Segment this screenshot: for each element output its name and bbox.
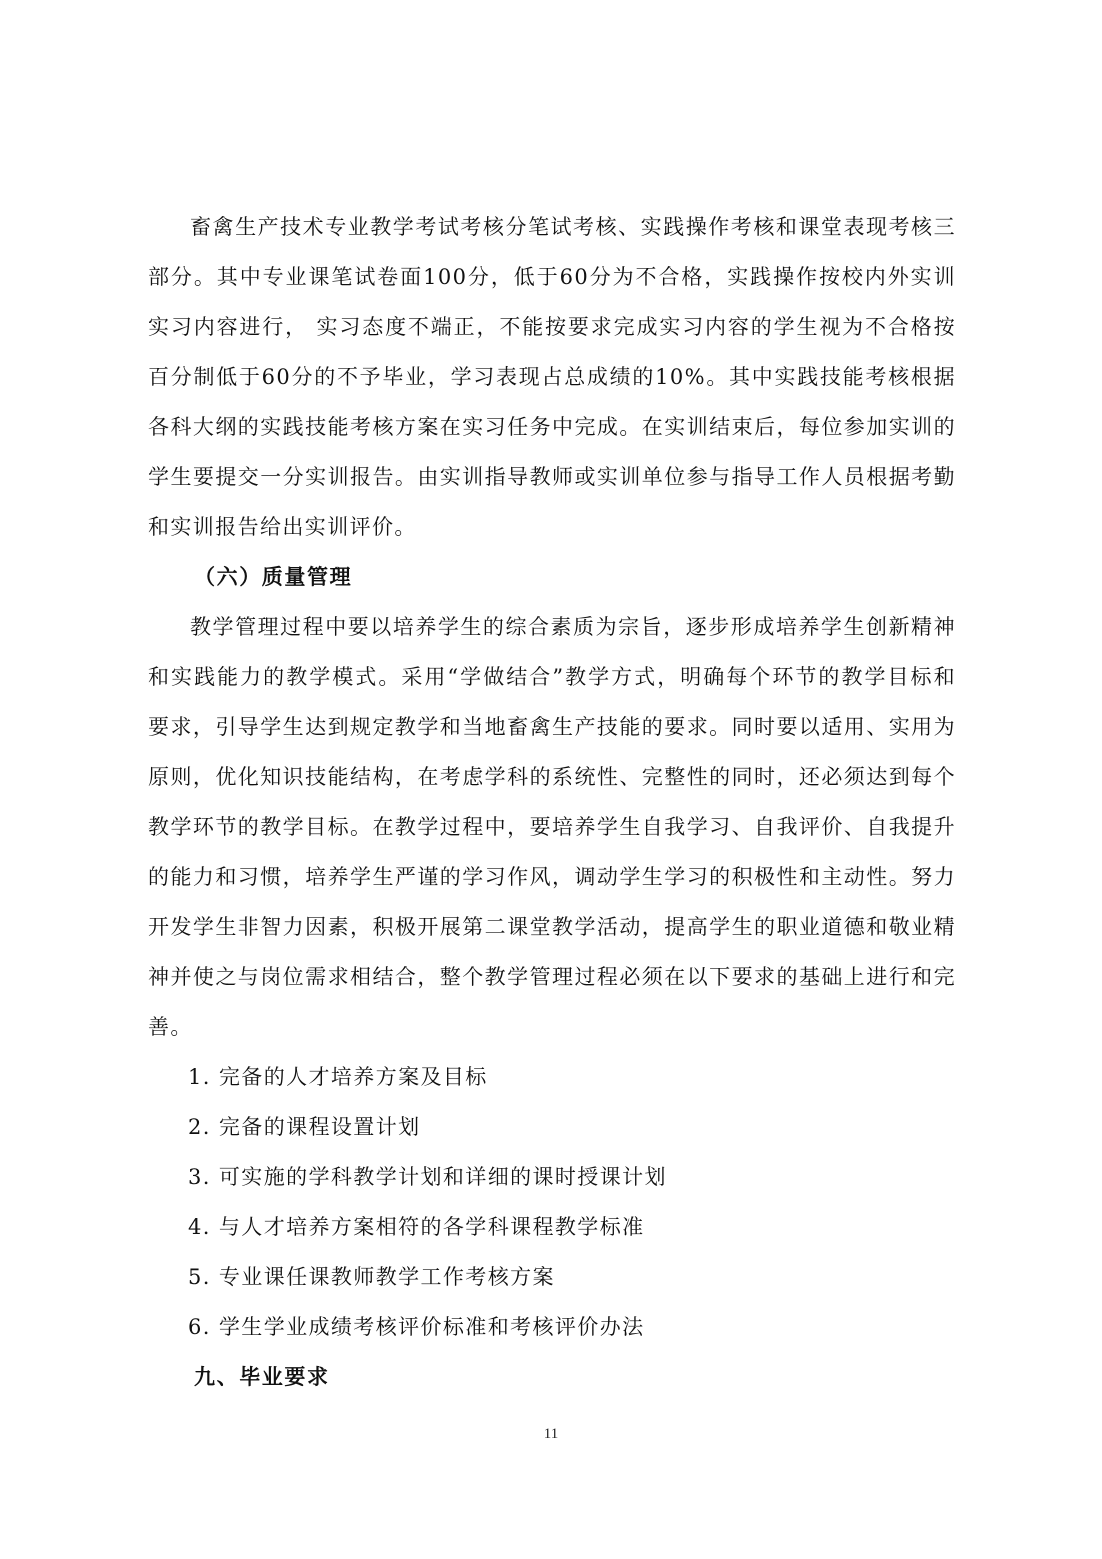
requirements-list [148, 1052, 956, 1352]
list-item: 5. 专业课任课教师教学工作考核方案 [188, 1265, 555, 1289]
list-item: 6. 学生学业成绩考核评价标准和考核评价办法 [188, 1315, 645, 1339]
exam-assessment-paragraph: 畜禽生产技术专业教学考试考核分笔试考核、实践操作考核和课堂表现考核三部分。其中专业课笔试卷面100分，低于60分为不合格，实践操作按校内外实训实习内容进行， 实习态度不端正，不能按要求完成实习内容的学生视为不合格按百分制低于60分的不予毕业，学习表现占总成绩的10%。其中实践技能考核根据各科大纲的实践技能考核方案在实习任务中完成。在实训结束后，每位参加实训的学生要提交一分实训报告。由实训指导教师或实训单位参与指导工作人员根据考勤和实训报告给出实训评价。 [148, 215, 956, 539]
list-item: 3. 可实施的学科教学计划和详细的课时授课计划 [188, 1165, 667, 1189]
list-item: 2. 完备的课程设置计划 [188, 1115, 421, 1139]
page-number: 11 [543, 1426, 559, 1442]
quality-management-heading: （六）质量管理 [194, 565, 353, 589]
document-page [148, 202, 956, 1402]
list-item: 1. 完备的人才培养方案及目标 [188, 1065, 488, 1089]
quality-management-paragraph: 教学管理过程中要以培养学生的综合素质为宗旨，逐步形成培养学生创新精神和实践能力的教学模式。采用“学做结合”教学方式，明确每个环节的教学目标和要求，引导学生达到规定教学和当地畜禽生产技能的要求。同时要以适用、实用为原则，优化知识技能结构，在考虑学科的系统性、完整性的同时，还必须达到每个教学环节的教学目标。在教学过程中，要培养学生自我学习、自我评价、自我提升的能力和习惯，培养学生严谨的学习作风，调动学生学习的积极性和主动性。努力开发学生非智力因素，积极开展第二课堂教学活动，提高学生的职业道德和敬业精神并使之与岗位需求相结合，整个教学管理过程必须在以下要求的基础上进行和完善。 [148, 615, 956, 1039]
list-item: 4. 与人才培养方案相符的各学科课程教学标准 [188, 1215, 645, 1239]
graduation-requirements-heading: 九、毕业要求 [194, 1365, 330, 1389]
